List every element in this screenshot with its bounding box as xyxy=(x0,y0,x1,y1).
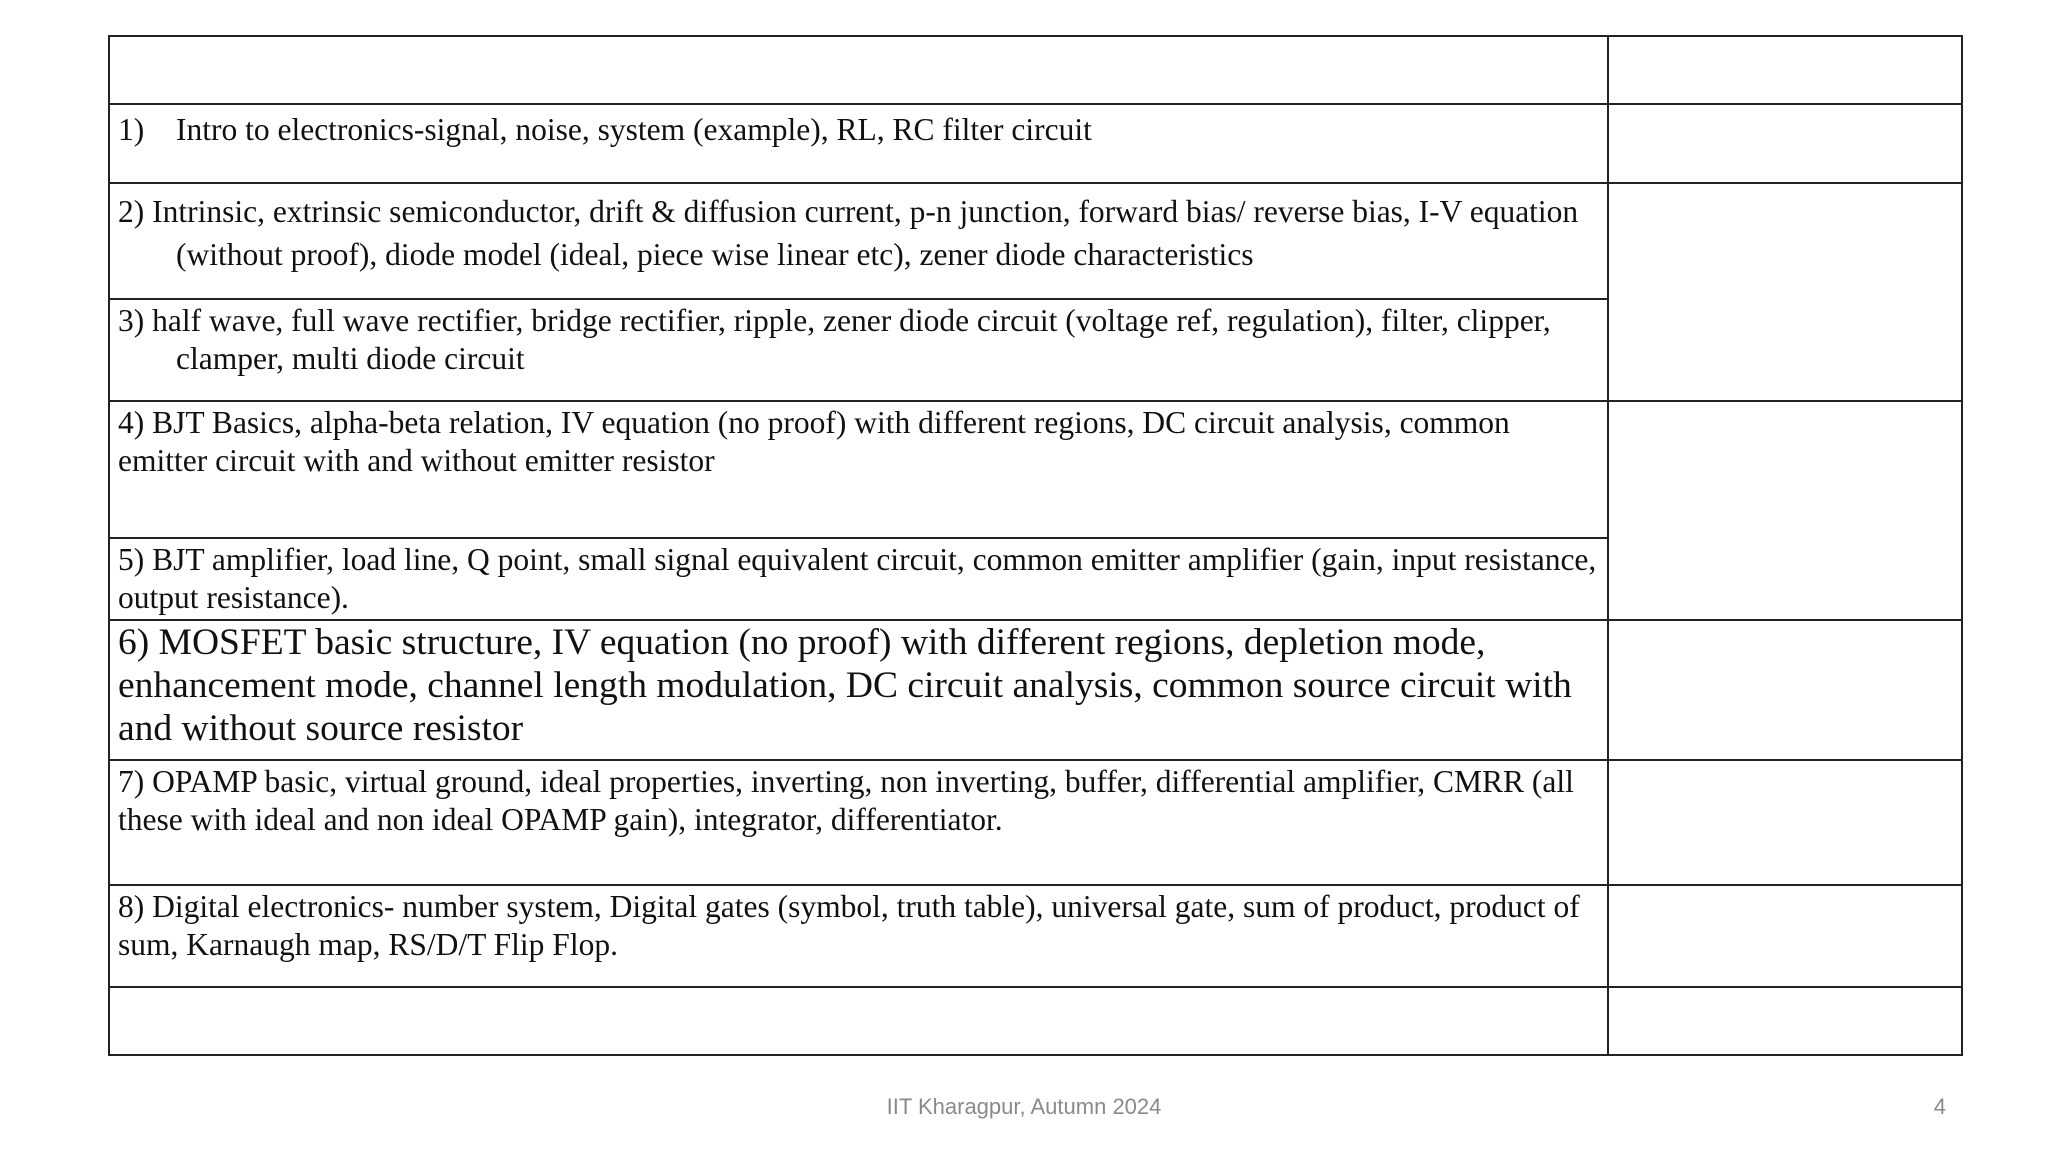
topic-text: 2) Intrinsic, extrinsic semiconductor, drift & diffusion current, p-n junction, forward bias/ reverse bias, I-V equation (without proof), diode model (ideal, piece wise linear etc), zener diode characteristics xyxy=(118,194,1579,272)
table-cell-right xyxy=(1608,104,1962,183)
table-cell-right xyxy=(1608,183,1962,401)
topic-cell xyxy=(109,183,1608,299)
topic-text: 4) BJT Basics, alpha-beta relation, IV equation (no proof) with different regions, DC circuit analysis, common emitter circuit with and without emitter resistor xyxy=(118,405,1510,478)
table-cell-right xyxy=(1608,36,1962,104)
topic-cell xyxy=(109,104,1608,183)
topic-text: 7) OPAMP basic, virtual ground, ideal properties, inverting, non inverting, buffer, differential amplifier, CMRR (all these with ideal and non ideal OPAMP gain), integrator, differentiator. xyxy=(118,764,1574,837)
topic-cell xyxy=(109,299,1608,401)
table-cell-empty xyxy=(109,987,1608,1055)
topic-text: 5) BJT amplifier, load line, Q point, small signal equivalent circuit, common emitter amplifier (gain, input resistance, output resistance). xyxy=(118,542,1597,615)
table-row xyxy=(109,401,1962,538)
table-row xyxy=(109,885,1962,987)
table-cell-right xyxy=(1608,620,1962,760)
topic-cell xyxy=(109,760,1608,885)
syllabus-table xyxy=(108,35,1963,1056)
topic-number: 1) xyxy=(118,112,145,147)
table-cell-right xyxy=(1608,885,1962,987)
topic-cell xyxy=(109,620,1608,760)
table-row xyxy=(109,104,1962,183)
topic-cell xyxy=(109,885,1608,987)
table-cell-empty xyxy=(109,36,1608,104)
table-row xyxy=(109,36,1962,104)
table-cell-right xyxy=(1608,401,1962,620)
topic-cell xyxy=(109,538,1608,620)
table-cell-right xyxy=(1608,987,1962,1055)
topic-text: Intro to electronics-signal, noise, system (example), RL, RC filter circuit xyxy=(176,112,1092,147)
topic-cell xyxy=(109,401,1608,538)
table-row xyxy=(109,183,1962,299)
topic-text: 8) Digital electronics- number system, Digital gates (symbol, truth table), universal gate, sum of product, product of sum, Karnaugh map, RS/D/T Flip Flop. xyxy=(118,889,1580,962)
topic-text: 6) MOSFET basic structure, IV equation (no proof) with different regions, depletion mode, enhancement mode, channel length modulation, DC circuit analysis, common source circuit with and without source resistor xyxy=(118,622,1572,749)
topic-text: 3) half wave, full wave rectifier, bridge rectifier, ripple, zener diode circuit (voltage ref, regulation), filter, clipper, clamper, multi diode circuit xyxy=(118,303,1551,376)
table-row xyxy=(109,760,1962,885)
table-row xyxy=(109,620,1962,760)
page-number: 4 xyxy=(1933,1094,1946,1119)
footer-text: IIT Kharagpur, Autumn 2024 xyxy=(886,1094,1162,1119)
table-row xyxy=(109,987,1962,1055)
table-cell-right xyxy=(1608,760,1962,885)
